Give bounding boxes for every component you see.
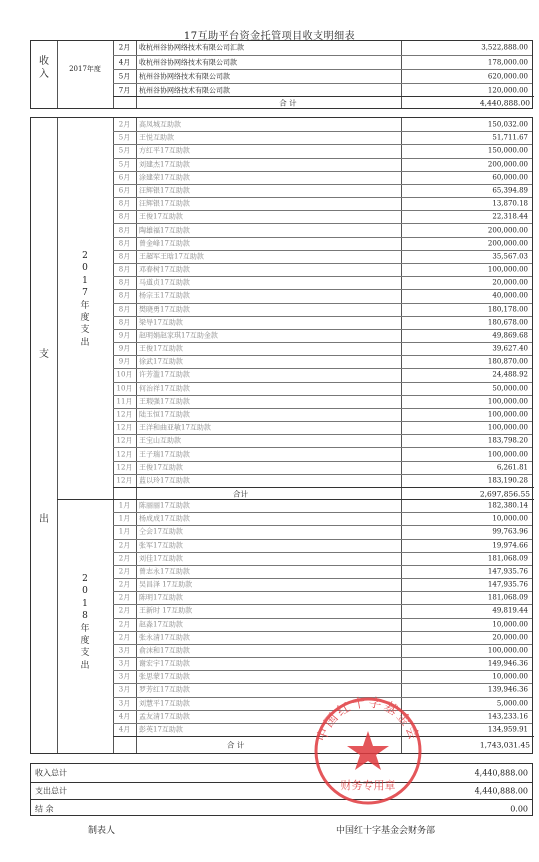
row-month: 12月	[116, 436, 133, 445]
row-amount: 35,567.03	[492, 252, 528, 261]
row-month: 12月	[116, 410, 133, 419]
table-row	[113, 316, 532, 329]
income-year: 2017年度	[69, 65, 101, 73]
row-month: 3月	[118, 659, 131, 668]
row-amount: 100,000.00	[487, 450, 528, 459]
row-description: 杨宗玉17互助款	[139, 291, 190, 300]
row-month: 6月	[118, 173, 131, 182]
table-row	[113, 434, 532, 447]
row-description: 何治祥17互助款	[139, 384, 190, 393]
row-description: 方红平17互助款	[139, 146, 190, 155]
row-month: 12月	[116, 476, 133, 485]
row-month: 2月	[118, 606, 131, 615]
row-description: 罗芳红17互助款	[139, 685, 190, 694]
table-row	[113, 171, 532, 184]
row-description: 王俊17互助款	[139, 463, 183, 472]
row-description: 赵淼17互助款	[139, 620, 183, 629]
row-description: 赵明娟赵家琪17互助金款	[139, 331, 218, 340]
row-description: 曾志永17互助款	[139, 567, 190, 576]
row-amount: 13,870.18	[492, 199, 528, 208]
table-row	[113, 447, 532, 460]
table-row	[113, 499, 532, 512]
row-month: 8月	[118, 226, 131, 234]
table-row	[113, 421, 532, 434]
row-month: 8月	[118, 265, 131, 274]
row-month: 8月	[118, 318, 131, 327]
row-month: 8月	[118, 199, 131, 208]
row-amount: 183,190.28	[487, 476, 528, 485]
income-label: 收入	[39, 56, 49, 80]
row-month: 1月	[118, 527, 131, 536]
row-amount: 200,000.00	[487, 239, 528, 248]
row-amount: 49,869.68	[492, 331, 528, 340]
svg-text:中国红十字基金会: 中国红十字基金会	[314, 695, 422, 744]
table-row	[113, 55, 532, 69]
row-month: 8月	[118, 252, 131, 261]
row-month: 5月	[118, 146, 131, 155]
row-amount: 620,000.00	[487, 72, 528, 80]
row-amount: 50,000.00	[492, 384, 528, 393]
row-month: 9月	[118, 344, 131, 353]
row-month: 11月	[116, 397, 133, 406]
row-description: 张军17互助款	[139, 541, 183, 550]
summary-row	[31, 782, 532, 800]
row-amount: 6,261.81	[496, 463, 528, 472]
table-row	[113, 618, 532, 631]
row-month: 8月	[118, 239, 131, 248]
row-month: 5月	[118, 133, 131, 142]
table-row	[113, 197, 532, 210]
table-row	[113, 461, 532, 474]
row-amount: 65,394.89	[492, 186, 528, 195]
row-description: 王子瑞17互助款	[139, 450, 190, 459]
row-description: 杭州谷协网络技术有限公司款	[139, 86, 230, 94]
row-month: 12月	[116, 423, 133, 432]
table-row	[113, 657, 532, 670]
table-row	[113, 683, 532, 696]
row-description: 曾金峰17互助款	[139, 239, 190, 248]
table-row	[113, 644, 532, 657]
row-amount: 10,000.00	[492, 514, 528, 523]
row-description: 王俊17互助款	[139, 212, 183, 221]
income-total-row	[113, 96, 534, 109]
table-row	[113, 355, 532, 368]
table-row	[113, 697, 532, 710]
table-row	[113, 342, 532, 355]
row-amount: 200,000.00	[487, 160, 528, 169]
table-row	[113, 408, 532, 421]
row-amount: 134,959.91	[487, 725, 528, 734]
row-description: 张思蒙17互助款	[139, 672, 190, 681]
row-description: 王瑕强17互助款	[139, 397, 190, 406]
table-row	[113, 118, 532, 131]
row-description: 王俊17互助款	[139, 344, 183, 353]
row-description: 仝会17互助款	[139, 527, 183, 536]
row-description: 孟友清17互助款	[139, 712, 190, 721]
row-description: 陈明17互助款	[139, 593, 183, 602]
table-row	[113, 289, 532, 302]
table-row	[113, 539, 532, 552]
row-amount: 180,678.00	[487, 318, 528, 327]
summary-row	[31, 799, 532, 817]
table-row	[113, 329, 532, 342]
row-description: 陆玉恒17互助款	[139, 410, 190, 419]
row-description: 高凤城互助款	[139, 120, 181, 129]
row-description: 王洋和曲亚敏17互助款	[139, 423, 211, 432]
row-description: 刘慧平17互助款	[139, 699, 190, 708]
expense-2017-label: 2 0 1 7 年 度 支 出	[80, 251, 90, 348]
row-amount: 49,819.44	[492, 606, 528, 615]
row-description: 王新时 17互助款	[139, 606, 193, 615]
summary-label: 支出总计	[35, 786, 67, 796]
row-description: 樊晓勇17互助款	[139, 305, 190, 314]
maker-label: 制表人	[88, 826, 116, 836]
row-description: 杭州谷协网络技术有限公司款	[139, 72, 230, 80]
row-amount: 100,000.00	[487, 410, 528, 419]
row-month: 8月	[118, 278, 131, 287]
table-row	[113, 303, 532, 316]
income-total-label: 合 计	[279, 98, 297, 108]
row-amount: 20,000.00	[492, 278, 528, 287]
row-month: 7月	[118, 86, 131, 94]
row-month: 8月	[118, 305, 131, 314]
row-month: 2月	[118, 567, 131, 576]
row-month: 10月	[116, 370, 133, 379]
row-amount: 149,946.36	[487, 659, 528, 668]
row-month: 12月	[116, 450, 133, 459]
row-description: 王宝山互助款	[139, 436, 181, 445]
row-month: 12月	[116, 463, 133, 472]
row-description: 收杭州谷协网络技术有限公司款	[139, 58, 237, 66]
expense-2017-total-row	[113, 487, 534, 499]
table-row	[113, 223, 532, 236]
table-row	[113, 474, 532, 487]
summary-table	[30, 763, 533, 816]
expense-2017-rows	[113, 118, 532, 487]
expense-2017-total-label: 合计	[233, 489, 248, 498]
row-month: 8月	[118, 212, 131, 221]
table-row	[113, 670, 532, 683]
table-row	[113, 144, 532, 157]
row-month: 1月	[118, 501, 131, 510]
row-description: 陶雄福17互助款	[139, 226, 190, 234]
page-title: 17互助平台资金托管项目收支明细表	[183, 31, 356, 42]
row-description: 收杭州谷协网络技术有限公司汇款	[139, 43, 244, 52]
table-row	[113, 184, 532, 197]
row-amount: 150,000.00	[487, 146, 528, 155]
row-amount: 39,627.40	[492, 344, 528, 353]
table-row	[113, 565, 532, 578]
row-amount: 3,522,888.00	[481, 43, 528, 52]
table-row	[113, 69, 532, 83]
row-amount: 51,711.67	[492, 133, 528, 142]
row-month: 5月	[118, 160, 131, 169]
row-amount: 100,000.00	[487, 397, 528, 406]
row-month: 3月	[118, 646, 131, 655]
table-row	[113, 237, 532, 250]
row-amount: 147,935.76	[487, 580, 528, 589]
row-amount: 120,000.00	[487, 86, 528, 94]
table-row	[113, 631, 532, 644]
row-month: 2月	[118, 43, 131, 52]
income-total-amount: 4,440,888.00	[479, 98, 530, 108]
row-description: 杨成成17互助款	[139, 514, 190, 523]
row-amount: 99,763.96	[492, 527, 528, 536]
table-row	[113, 158, 532, 171]
row-month: 2月	[118, 593, 131, 602]
expense-2018-total-row	[113, 736, 534, 753]
table-row	[113, 591, 532, 604]
row-description: 陈丽丽17互助款	[139, 501, 190, 510]
row-month: 2月	[118, 541, 131, 550]
row-amount: 182,380.14	[487, 501, 528, 510]
row-month: 6月	[118, 186, 131, 195]
table-row	[113, 382, 532, 395]
table-row	[113, 41, 532, 55]
row-description: 徐武17互助款	[139, 357, 183, 366]
department-label: 中国红十字基金会财务部	[336, 826, 436, 836]
summary-label: 收入总计	[35, 768, 67, 778]
row-month: 2月	[118, 620, 131, 629]
row-amount: 150,032.00	[487, 120, 528, 129]
row-amount: 180,870.00	[487, 357, 528, 366]
summary-amount: 0.00	[510, 804, 528, 814]
row-description: 邓春树17互助款	[139, 265, 190, 274]
row-month: 8月	[118, 291, 131, 300]
table-row	[113, 525, 532, 538]
row-month: 9月	[118, 357, 131, 366]
row-month: 1月	[118, 514, 131, 523]
expense-table	[30, 117, 533, 754]
row-amount: 10,000.00	[492, 672, 528, 681]
row-month: 3月	[118, 672, 131, 681]
row-amount: 10,000.00	[492, 620, 528, 629]
row-amount: 100,000.00	[487, 646, 528, 655]
row-description: 梁导17互助款	[139, 318, 183, 327]
row-amount: 19,974.66	[492, 541, 528, 550]
row-month: 10月	[116, 384, 133, 393]
row-month: 5月	[118, 72, 131, 80]
expense-2018-total-label: 合 计	[227, 740, 245, 750]
expense-2017-total-amount: 2,697,856.55	[479, 489, 530, 498]
row-amount: 100,000.00	[487, 423, 528, 432]
row-amount: 180,178.00	[487, 305, 528, 314]
row-description: 刘佳17互助款	[139, 554, 183, 563]
row-description: 俞沫和17互助款	[139, 646, 190, 655]
row-description: 谢宏宇17互助款	[139, 659, 190, 668]
row-description: 王超军王晗17互助款	[139, 252, 204, 261]
table-row	[113, 131, 532, 144]
row-description: 汪辉银17互助款	[139, 199, 190, 208]
row-month: 3月	[118, 685, 131, 694]
row-month: 4月	[118, 725, 131, 734]
row-description: 刘建杰17互助款	[139, 160, 190, 169]
table-row	[113, 552, 532, 565]
row-description: 张永清17互助款	[139, 633, 190, 642]
row-description: 王悦互助款	[139, 133, 174, 142]
summary-amount: 4,440,888.00	[474, 768, 528, 778]
row-description: 汪辉银17互助款	[139, 186, 190, 195]
table-row	[113, 723, 532, 736]
row-amount: 60,000.00	[492, 173, 528, 182]
row-amount: 183,798.20	[487, 436, 528, 445]
table-row	[113, 263, 532, 276]
row-month: 3月	[118, 699, 131, 708]
expense-2018-label: 2 0 1 8 年 度 支 出	[80, 574, 90, 671]
row-amount: 24,488.92	[492, 370, 528, 379]
row-amount: 178,000.00	[487, 58, 528, 66]
row-amount: 181,068.09	[487, 593, 528, 602]
summary-label: 结 余	[35, 804, 54, 814]
expense-2018-total-amount: 1,743,031.45	[479, 740, 530, 750]
table-row	[113, 83, 532, 97]
svg-text:财务专用章: 财务专用章	[340, 779, 396, 792]
row-month: 9月	[118, 331, 131, 340]
table-row	[113, 710, 532, 723]
row-description: 彭英17互助款	[139, 725, 183, 734]
table-row	[113, 368, 532, 381]
row-month: 2月	[118, 120, 131, 129]
row-amount: 20,000.00	[492, 633, 528, 642]
row-month: 4月	[118, 58, 131, 66]
row-month: 2月	[118, 554, 131, 563]
income-rows	[113, 41, 532, 97]
table-row	[113, 210, 532, 223]
row-description: 许芳滥17互助款	[139, 370, 190, 379]
row-description: 蓝以玲17互助款	[139, 476, 190, 485]
table-row	[113, 250, 532, 263]
row-amount: 147,935.76	[487, 567, 528, 576]
row-description: 吴昌泽 17互助款	[139, 580, 193, 589]
row-description: 涂建荣17互助款	[139, 173, 190, 182]
row-amount: 100,000.00	[487, 265, 528, 274]
row-amount: 143,233.16	[487, 712, 528, 721]
row-amount: 5,000.00	[496, 699, 528, 708]
summary-row	[31, 764, 532, 782]
row-amount: 139,946.36	[487, 685, 528, 694]
row-month: 2月	[118, 580, 131, 589]
row-amount: 181,068.09	[487, 554, 528, 563]
expense-label-char-1: 支	[39, 349, 49, 360]
summary-amount: 4,440,888.00	[474, 786, 528, 796]
table-row	[113, 512, 532, 525]
row-amount: 40,000.00	[492, 291, 528, 300]
table-row	[113, 395, 532, 408]
row-amount: 22,318.44	[492, 212, 528, 221]
table-row	[113, 578, 532, 591]
income-table	[30, 40, 533, 109]
expense-2018-rows	[113, 499, 532, 736]
row-amount: 200,000.00	[487, 226, 528, 234]
row-month: 2月	[118, 633, 131, 642]
row-month: 4月	[118, 712, 131, 721]
expense-label-char-2: 出	[39, 514, 49, 525]
table-row	[113, 276, 532, 289]
table-row	[113, 604, 532, 617]
row-description: 马道贞17互助款	[139, 278, 190, 287]
